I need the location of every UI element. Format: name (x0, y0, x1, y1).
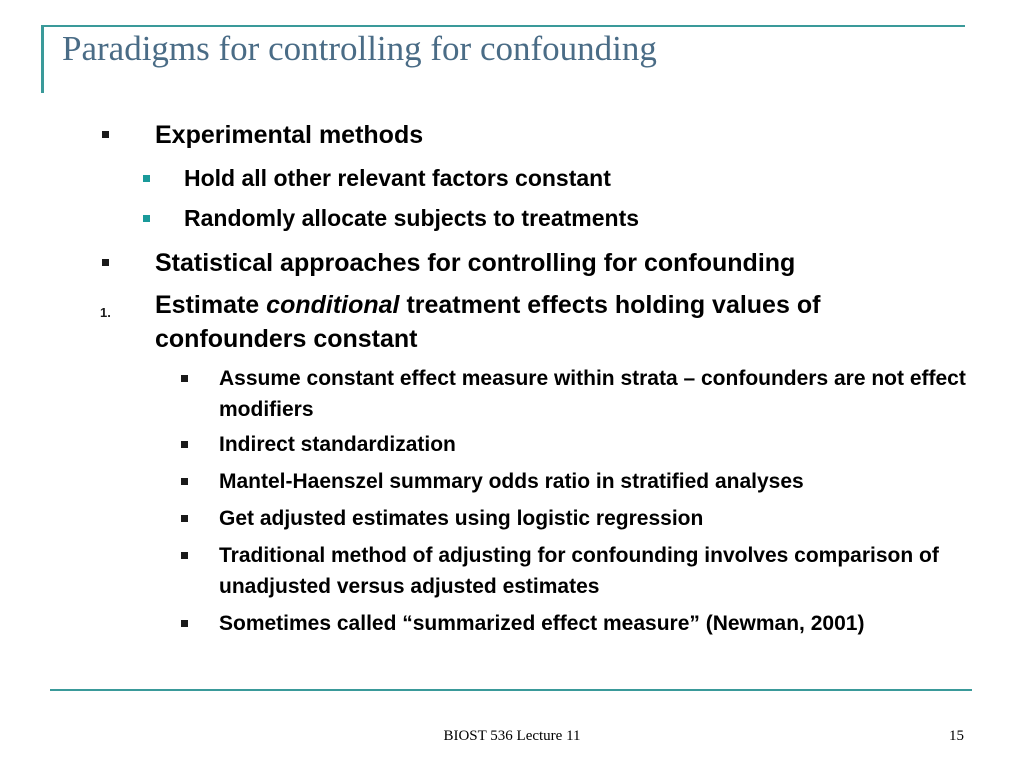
bullet-marker (102, 259, 109, 266)
bullet-marker (102, 131, 109, 138)
subsubbullet-indirect-standardization (219, 429, 979, 460)
bullet-text: Traditional method of adjusting for confounding involves comparison of unadjusted versus adjusted estimates (219, 544, 939, 598)
bullet-marker (181, 375, 188, 382)
bullet-experimental-methods (155, 118, 975, 152)
numbered-item-conditional-effects (100, 288, 975, 356)
footer-lecture-label: BIOST 536 Lecture 11 (443, 728, 581, 744)
subsubbullet-logistic-regression (219, 503, 979, 534)
item-text-emphasis: conditional (266, 291, 400, 319)
frame-top-line (41, 25, 965, 27)
bullet-text: Mantel-Haenszel summary odds ratio in stratified analyses (219, 470, 804, 493)
bullet-marker (181, 620, 188, 627)
bullet-marker (181, 552, 188, 559)
bullet-text: Indirect standardization (219, 433, 456, 456)
frame-vertical-line (41, 25, 44, 93)
bullet-statistical-approaches (155, 246, 975, 280)
subsubbullet-mantel-haenszel (219, 466, 979, 497)
item-text-post: treatment effects holding values of confounders constant (155, 291, 821, 353)
bullet-marker (143, 215, 150, 222)
number-marker: 1. (100, 305, 111, 320)
subbullet-hold-factors (184, 163, 964, 194)
bullet-text: Statistical approaches for controlling for confounding (155, 249, 796, 277)
bullet-text: Hold all other relevant factors constant (184, 165, 611, 191)
bullet-text: Assume constant effect measure within strata – confounders are not effect modifiers (219, 367, 966, 421)
slide-title: Paradigms for controlling for confounding (62, 29, 657, 68)
item-text-pre: Estimate (155, 291, 267, 319)
bullet-marker (181, 515, 188, 522)
bullet-marker (181, 441, 188, 448)
bullet-text: Sometimes called “summarized effect measure” (Newman, 2001) (219, 612, 865, 635)
bullet-text: Get adjusted estimates using logistic regression (219, 507, 704, 530)
page-number: 15 (949, 728, 964, 744)
footer-divider (50, 689, 972, 691)
subsubbullet-summarized-effect (219, 608, 979, 639)
bullet-marker (181, 478, 188, 485)
bullet-marker (143, 175, 150, 182)
subsubbullet-constant-effect (219, 363, 979, 425)
subsubbullet-traditional-method (219, 540, 979, 602)
bullet-text: Experimental methods (155, 121, 424, 149)
subbullet-random-allocation (184, 203, 964, 234)
bullet-text: Randomly allocate subjects to treatments (184, 205, 640, 231)
